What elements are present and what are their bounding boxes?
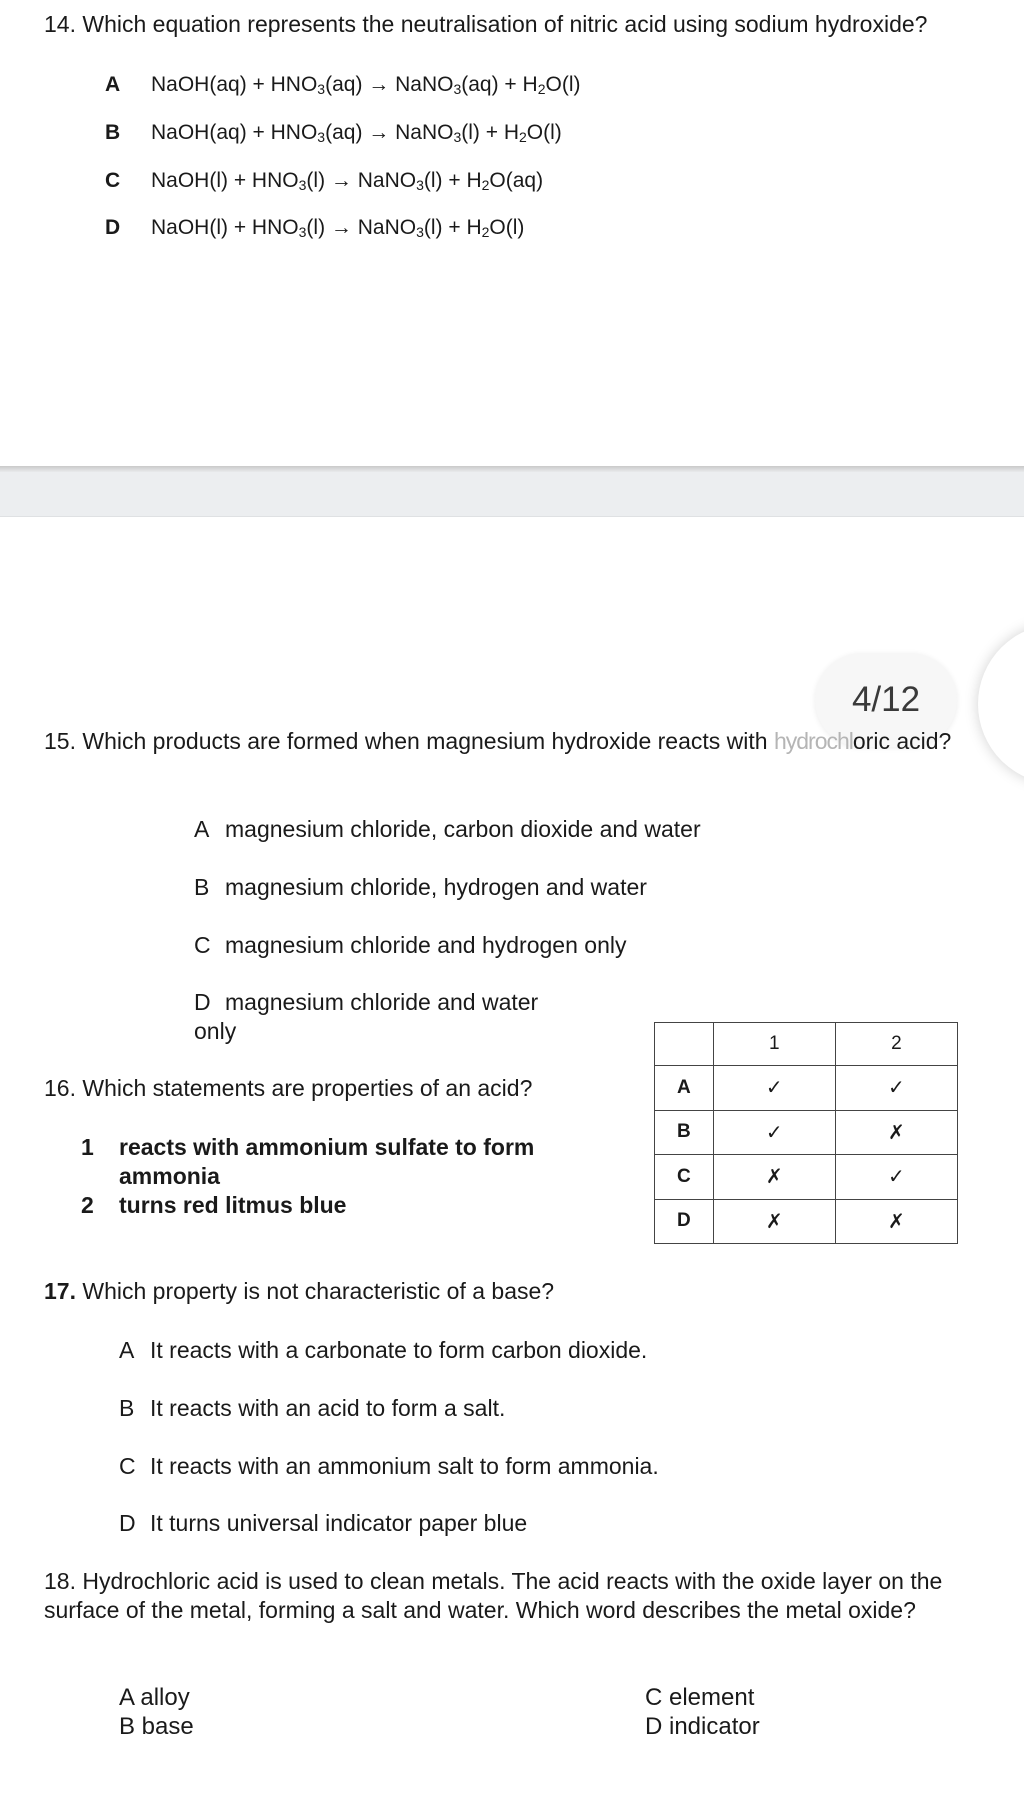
q17-option-a[interactable]: A It reacts with a carbonate to form carbon dioxide. [119, 1337, 648, 1363]
table-header-cell: 2 [835, 1023, 957, 1066]
table-row[interactable] [655, 1199, 958, 1244]
row-label: B [655, 1110, 714, 1155]
row-label: A [655, 1066, 714, 1111]
question-17-text: 17. Which property is not characteristic of a base? [44, 1278, 555, 1304]
equation: NaOH(l) + $HNO_3(l)$ → NaNO$_3$(l) + $H_2O(aq)$ [151, 169, 544, 193]
obscured-text: hydrochl [773, 728, 853, 754]
q18-option-b[interactable]: B base [119, 1713, 194, 1740]
check-icon: ✓ [835, 1066, 957, 1111]
cross-icon: ✗ [713, 1155, 835, 1200]
cross-icon: ✗ [835, 1199, 957, 1244]
q15-option-a[interactable]: A magnesium chloride, carbon dioxide and water [194, 816, 701, 842]
check-icon: ✓ [713, 1110, 835, 1155]
row-label: D [655, 1199, 714, 1244]
q17-option-d[interactable]: D It turns universal indicator paper blue [119, 1510, 528, 1536]
q15-option-d[interactable]: D magnesium chloride and water only [194, 989, 539, 1044]
floating-action-button[interactable] [978, 624, 1024, 784]
q18-option-c[interactable]: C element [645, 1684, 755, 1711]
cross-icon: ✗ [835, 1110, 957, 1155]
check-icon: ✓ [713, 1066, 835, 1111]
question-16-text: 16. Which statements are properties of an acid? [44, 1075, 533, 1101]
option-letter: D [105, 216, 121, 239]
option-letter: B [105, 121, 121, 144]
equation: NaOH(aq) + $HNO_3(aq)$ → NaNO$_3$(l) + $H_2O(l)$ [151, 121, 562, 145]
table-row[interactable] [655, 1155, 958, 1200]
q17-option-c[interactable]: C It reacts with an ammonium salt to form ammonia. [119, 1453, 659, 1479]
row-label: C [655, 1155, 714, 1200]
cross-icon: ✗ [713, 1199, 835, 1244]
table-row[interactable] [655, 1110, 958, 1155]
q17-option-b[interactable]: B It reacts with an acid to form a salt. [119, 1395, 506, 1421]
question-18-text: 18. Hydrochloric acid is used to clean metals. The acid reacts with the oxide layer on the surface of the metal, forming a salt and water. Which word describes the metal oxide? [44, 1568, 943, 1623]
option-letter: A [105, 73, 121, 96]
question-14-text: 14. Which equation represents the neutralisation of nitric acid using sodium hydroxide? [44, 11, 928, 37]
option-letter: C [105, 169, 121, 192]
check-icon: ✓ [835, 1155, 957, 1200]
q18-option-d[interactable]: D indicator [645, 1713, 760, 1740]
table-row[interactable] [655, 1066, 958, 1111]
page-break-line [0, 516, 1024, 517]
q15-option-b[interactable]: B magnesium chloride, hydrogen and water [194, 874, 647, 900]
table-header-cell [655, 1023, 714, 1066]
table-header-cell: 1 [713, 1023, 835, 1066]
equation: NaOH(l) + $HNO_3(l)$ → NaNO$_3$(l) + $H_2O(l)$ [151, 216, 525, 240]
answer-table [654, 1022, 958, 1244]
question-15-text: 15. Which products are formed when magnesium hydroxide reacts with hydrochloric acid? [44, 728, 952, 754]
q15-option-c[interactable]: C magnesium chloride and hydrogen only [194, 932, 627, 958]
q18-option-a[interactable]: A alloy [119, 1684, 190, 1711]
table-header-row [655, 1023, 958, 1066]
page-break [0, 472, 1024, 516]
page-indicator: 4/12 [815, 653, 957, 747]
equation: NaOH(aq) + $HNO_3(aq)$ → NaNO$_3$(aq) + $H_2O(l)$ [151, 73, 581, 97]
